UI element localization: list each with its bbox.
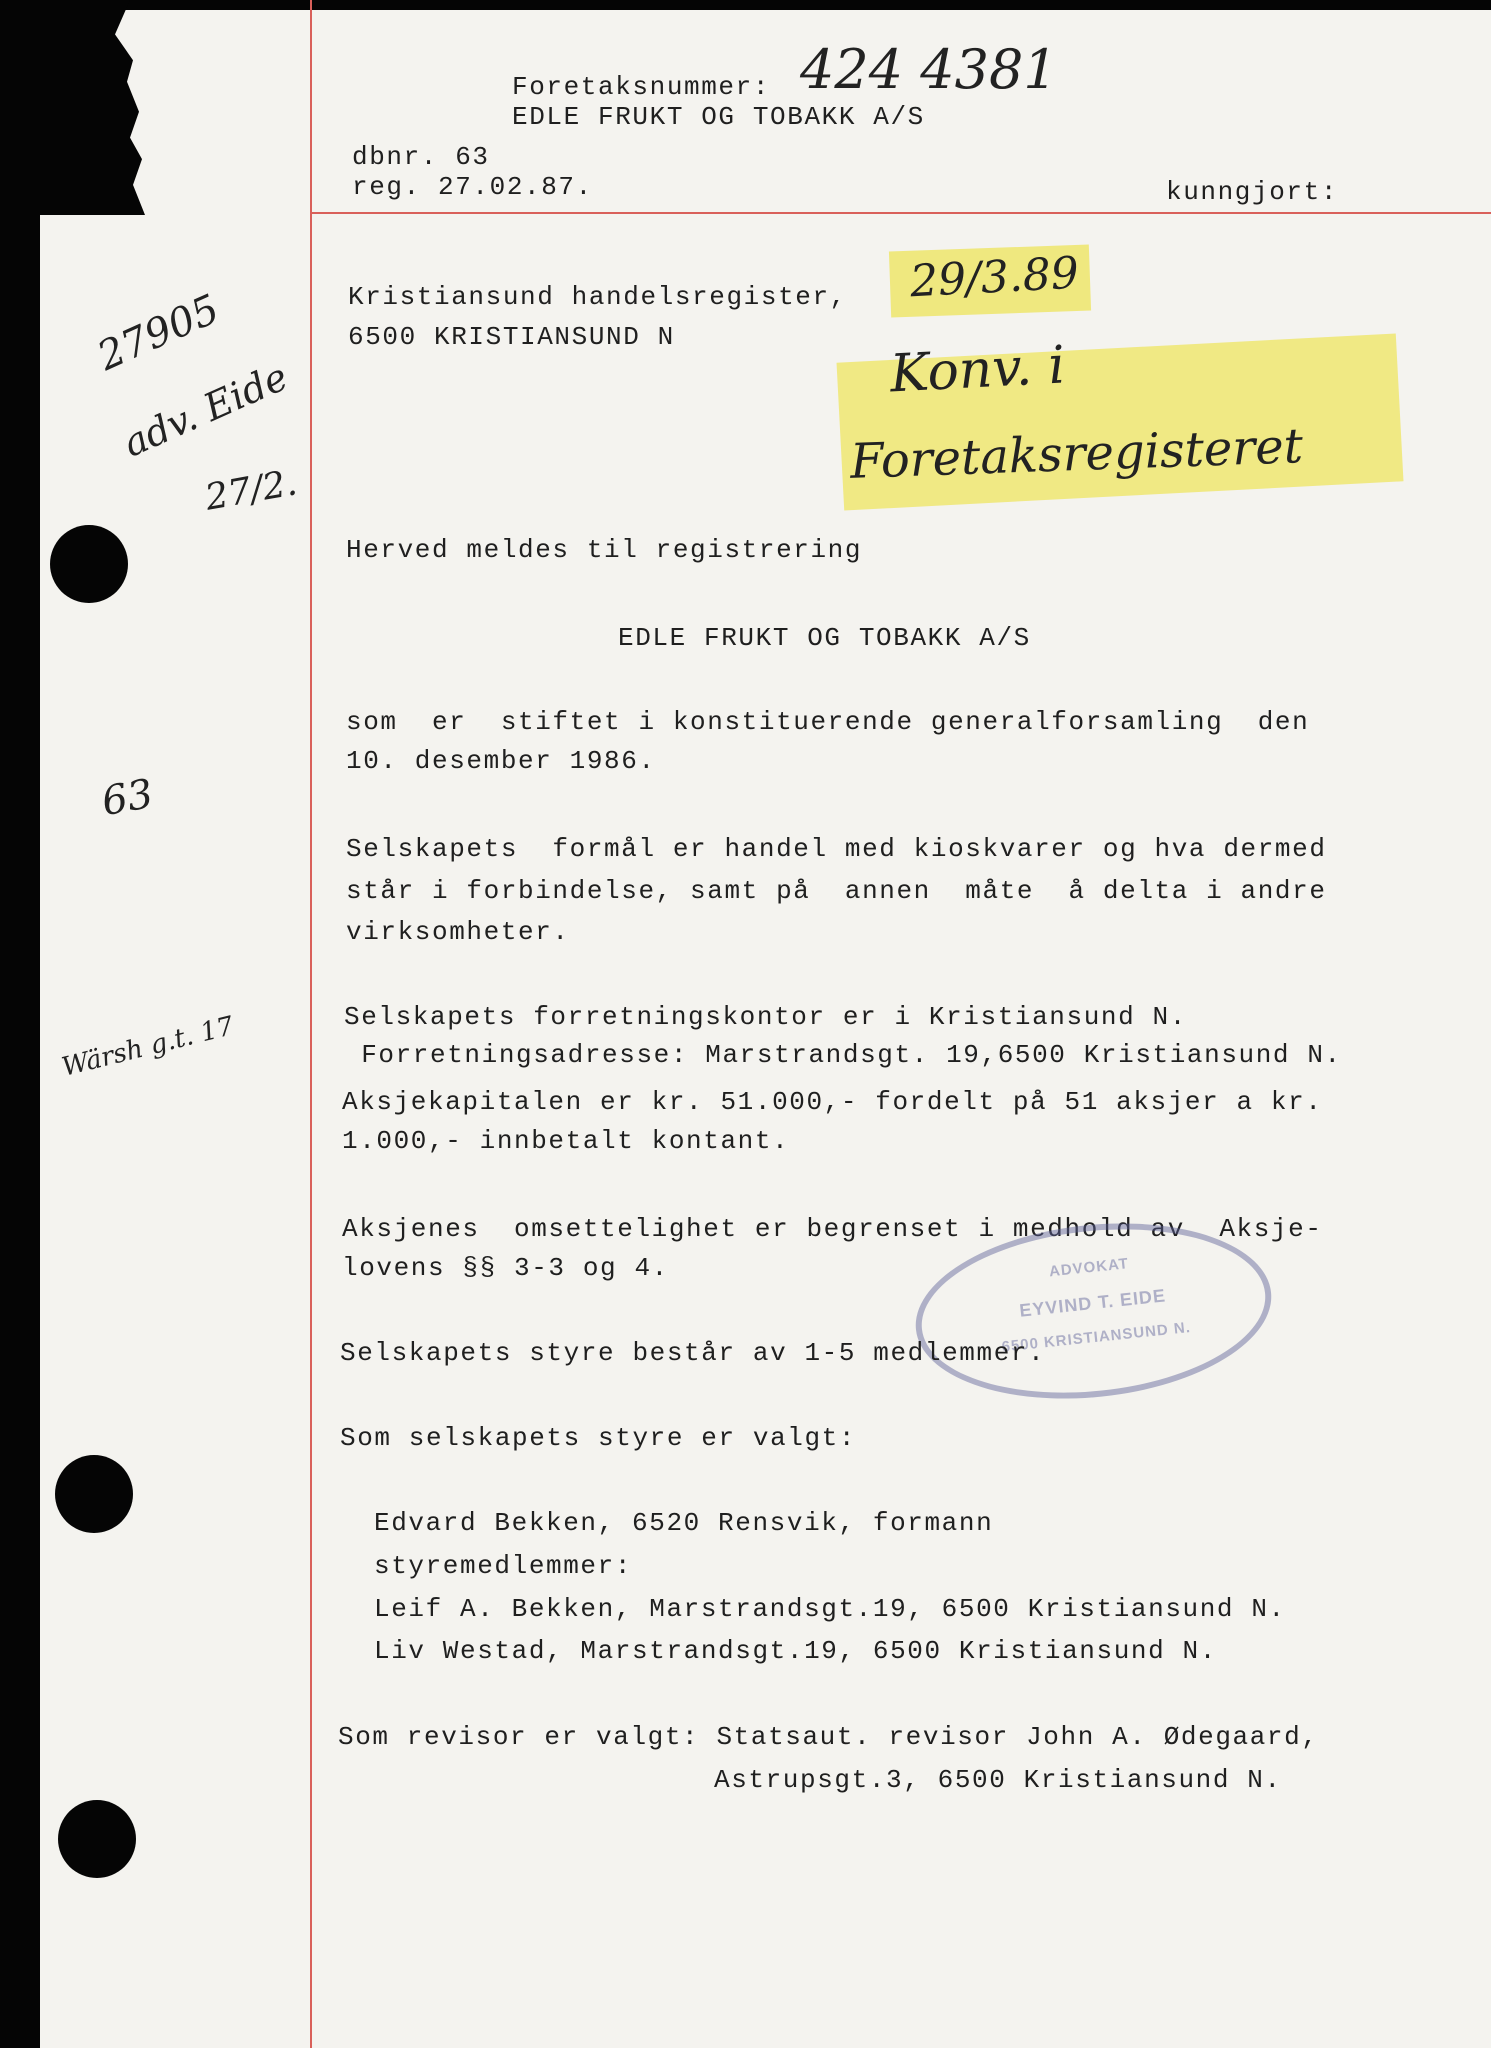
margin-note-63: 63 (98, 770, 157, 826)
p1-line2: 10. desember 1986. (346, 746, 656, 776)
board-member-2: Liv Westad, Marstrandsgt.19, 6500 Kristiansund N. (374, 1636, 1217, 1666)
header-company-name: EDLE FRUKT OG TOBAKK A/S (512, 102, 925, 132)
p4-line1: Aksjekapitalen er kr. 51.000,- fordelt på 51 aksjer a kr. (342, 1087, 1323, 1117)
auditor-line1: Som revisor er valgt: Statsaut. revisor John A. Ødegaard, (338, 1722, 1319, 1752)
p6-line: Selskapets styre består av 1-5 medlemmer. (340, 1338, 1046, 1368)
p3-line1: Selskapets forretningskontor er i Kristiansund N. (344, 1002, 1187, 1032)
annotation-date: 29/3.89 (908, 247, 1081, 308)
kunngjort-label: kunngjort: (1166, 177, 1339, 207)
stamp-line3: 6500 KRISTIANSUND N. (1000, 1318, 1192, 1356)
margin-note-number: 27905 (91, 286, 227, 380)
board-member-1: Leif A. Bekken, Marstrandsgt.19, 6500 Kristiansund N. (374, 1594, 1286, 1624)
stamp-line2: EYVIND T. EIDE (1018, 1285, 1167, 1321)
p5-line2: lovens §§ 3-3 og 4. (342, 1253, 669, 1283)
margin-note-adv: adv. Eide (116, 354, 295, 466)
board-members-label: styremedlemmer: (374, 1551, 633, 1581)
margin-line-horizontal (310, 212, 1491, 214)
p7-line: Som selskapets styre er valgt: (340, 1423, 857, 1453)
auditor-line2: Astrupsgt.3, 6500 Kristiansund N. (714, 1765, 1282, 1795)
intro-line: Herved meldes til registrering (346, 535, 863, 565)
margin-note-date: 27/2. (202, 462, 301, 519)
p5-line1: Aksjenes omsettelighet er begrenset i medhold av Aksje- (342, 1214, 1323, 1244)
p2-line1: Selskapets formål er handel med kioskvarer og hva dermed (346, 834, 1327, 864)
punch-hole-2 (55, 1455, 133, 1533)
reg-date: reg. 27.02.87. (352, 172, 593, 202)
margin-line-vertical (310, 0, 312, 2048)
punch-hole-3 (58, 1800, 136, 1878)
p1-line1: som er stiftet i konstituerende generalforsamling den (346, 707, 1310, 737)
recipient-line2: 6500 KRISTIANSUND N (348, 322, 675, 352)
dbnr: dbnr. 63 (352, 142, 490, 172)
board-chair: Edvard Bekken, 6520 Rensvik, formann (374, 1508, 994, 1538)
p2-line2: står i forbindelse, samt på annen måte å delta i andre (346, 876, 1327, 906)
punch-hole-1 (50, 525, 128, 603)
p2-line3: virksomheter. (346, 917, 570, 947)
stamp-line1: ADVOKAT (1048, 1255, 1130, 1281)
p3-line2: Forretningsadresse: Marstrandsgt. 19,6500 Kristiansund N. (344, 1040, 1342, 1070)
annotation-line1: Konv. i (888, 335, 1067, 405)
body-company-name: EDLE FRUKT OG TOBAKK A/S (618, 623, 1031, 653)
margin-note-address: Wärsh g.t. 17 (58, 1011, 237, 1083)
foretaksnummer-label: Foretaksnummer: (512, 72, 771, 102)
annotation-line2: Foretaksregisteret (849, 418, 1304, 490)
recipient-line1: Kristiansund handelsregister, (348, 282, 847, 312)
foretaksnummer-value: 424 4381 (800, 38, 1058, 101)
p4-line2: 1.000,- innbetalt kontant. (342, 1126, 790, 1156)
